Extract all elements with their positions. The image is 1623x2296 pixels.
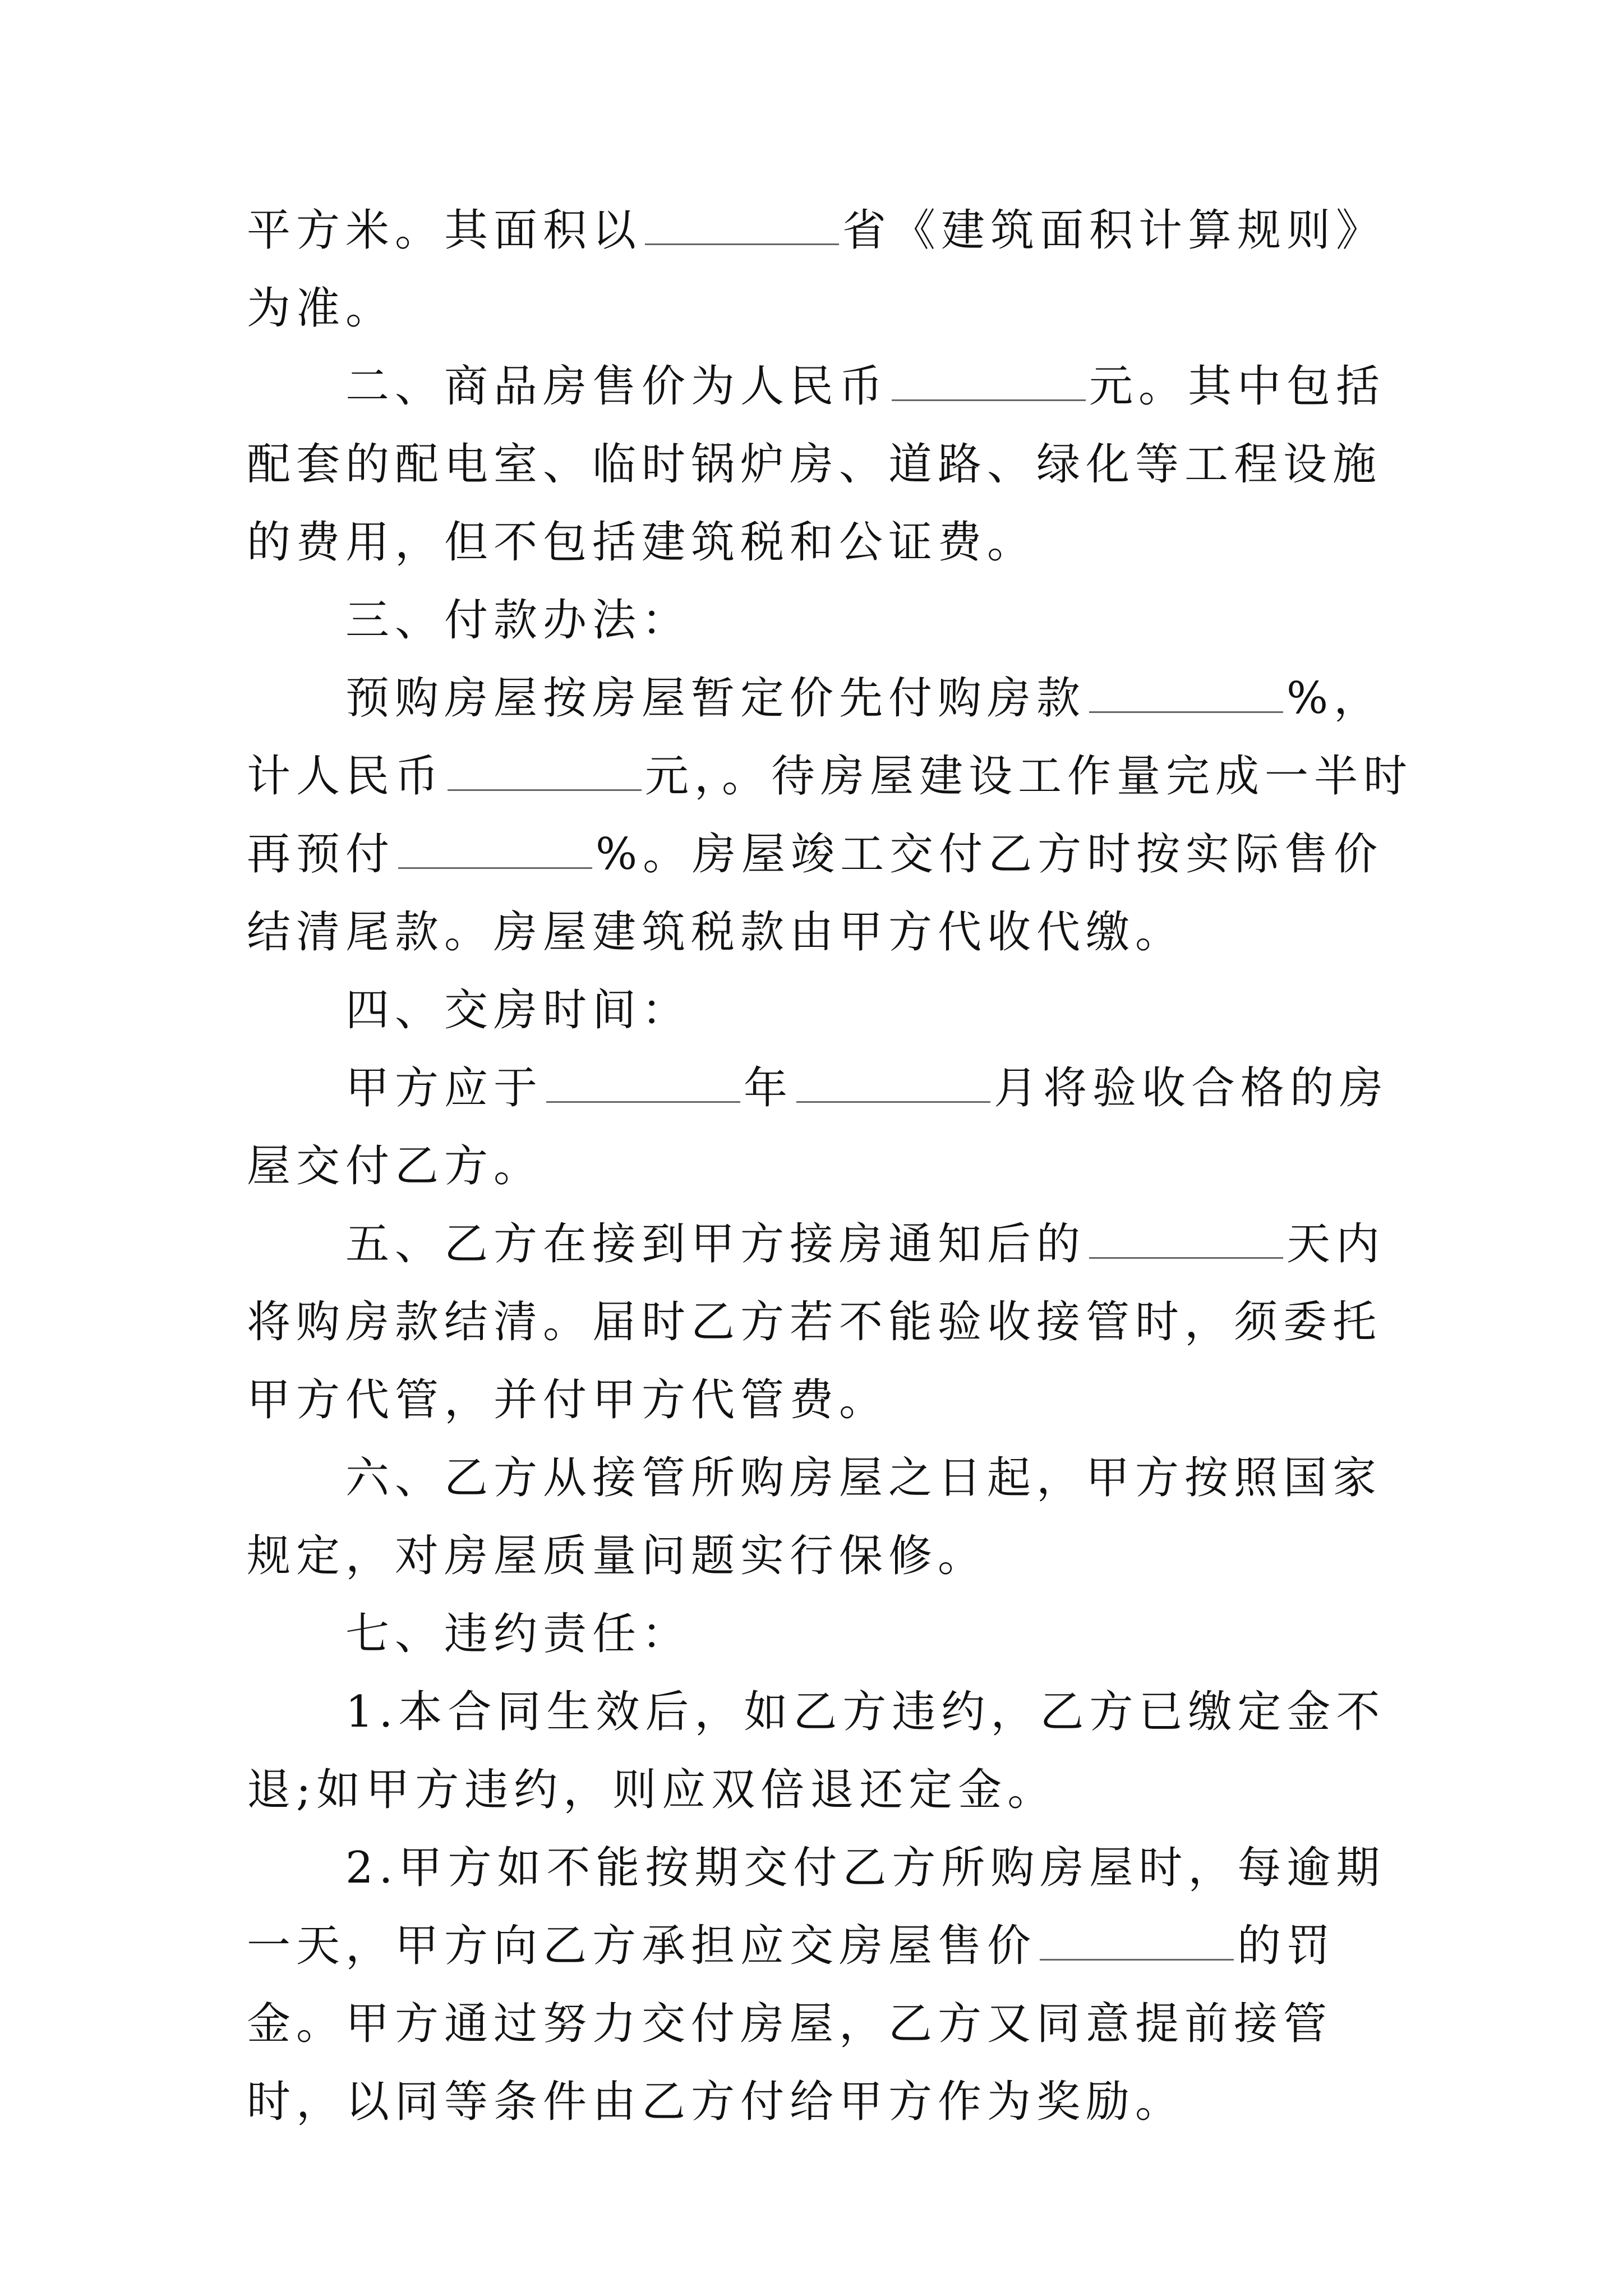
paragraph-clause-6-warranty bbox=[247, 1439, 1424, 1595]
text-segment: 元。其中包括配套的配电室、临时锅炉房、道路、绿化等工程设施的费用，但不包括建筑税和公证费。 bbox=[247, 361, 1386, 568]
text-segment: 省《建筑面积计算规则》为准。 bbox=[247, 205, 1386, 334]
text-segment: 元，。待房屋建设工作量完成一半时再预付 bbox=[247, 751, 1413, 880]
text-segment: 五、乙方在接到甲方接房通知后的 bbox=[345, 1219, 1086, 1269]
paragraph-clause-5-settlement bbox=[247, 1205, 1424, 1439]
text-segment: %，计人民币 bbox=[247, 673, 1384, 802]
paragraph-delivery-date bbox=[247, 1050, 1424, 1205]
text-segment: 预购房屋按房屋暂定价先付购房款 bbox=[345, 673, 1086, 724]
text-segment: %。房屋竣工交付乙方时按实际售价结清尾款。房屋建筑税款由甲方代收代缴。 bbox=[247, 829, 1384, 958]
heading-clause-4-delivery bbox=[247, 972, 1424, 1050]
contract-body bbox=[247, 192, 1424, 2141]
fill-in-blank[interactable] bbox=[398, 834, 592, 869]
fill-in-blank[interactable] bbox=[645, 210, 839, 245]
heading-clause-7-liability bbox=[247, 1595, 1424, 1673]
fill-in-blank[interactable] bbox=[1040, 1925, 1234, 1961]
text-segment: 七、违约责任： bbox=[345, 1609, 691, 1659]
paragraph-area-basis bbox=[247, 192, 1424, 348]
text-segment: 天内将购房款结清。届时乙方若不能验收接管时，须委托甲方代管，并付甲方代管费。 bbox=[247, 1219, 1386, 1425]
fill-in-blank[interactable] bbox=[448, 756, 642, 791]
text-segment: 1.本合同生效后，如乙方违约，乙方已缴定金不退;如甲方违约，则应双倍退还定金。 bbox=[247, 1687, 1386, 1815]
paragraph-clause-2-price bbox=[247, 348, 1424, 582]
text-segment: 2.甲方如不能按期交付乙方所购房屋时，每逾期一天，甲方向乙方承担应交房屋售价 bbox=[247, 1843, 1386, 1971]
fill-in-blank[interactable] bbox=[796, 1068, 990, 1103]
text-segment: 的罚金。甲方通过努力交付房屋，乙方又同意提前接管时，以同等条件由乙方付给甲方作为奖励。 bbox=[247, 1921, 1336, 2127]
text-segment: 甲方应于 bbox=[345, 1063, 543, 1114]
text-segment: 年 bbox=[744, 1063, 794, 1114]
fill-in-blank[interactable] bbox=[1089, 678, 1283, 713]
text-segment: 六、乙方从接管所购房屋之日起，甲方按照国家规定，对房屋质量问题实行保修。 bbox=[247, 1453, 1382, 1581]
fill-in-blank[interactable] bbox=[546, 1068, 740, 1103]
text-segment: 四、交房时间： bbox=[345, 985, 691, 1036]
paragraph-payment-terms bbox=[247, 660, 1424, 972]
text-segment: 平方米。其面积以 bbox=[247, 205, 642, 256]
text-segment: 二、商品房售价为人民币 bbox=[345, 361, 889, 412]
paragraph-liability-item-1 bbox=[247, 1673, 1424, 1829]
text-segment: 三、付款办法： bbox=[345, 595, 691, 646]
fill-in-blank[interactable] bbox=[1089, 1223, 1283, 1259]
paragraph-liability-item-2 bbox=[247, 1829, 1424, 2141]
fill-in-blank[interactable] bbox=[892, 366, 1086, 401]
text-segment: 月将验收合格的房屋交付乙方。 bbox=[247, 1063, 1389, 1191]
heading-clause-3-payment bbox=[247, 582, 1424, 660]
